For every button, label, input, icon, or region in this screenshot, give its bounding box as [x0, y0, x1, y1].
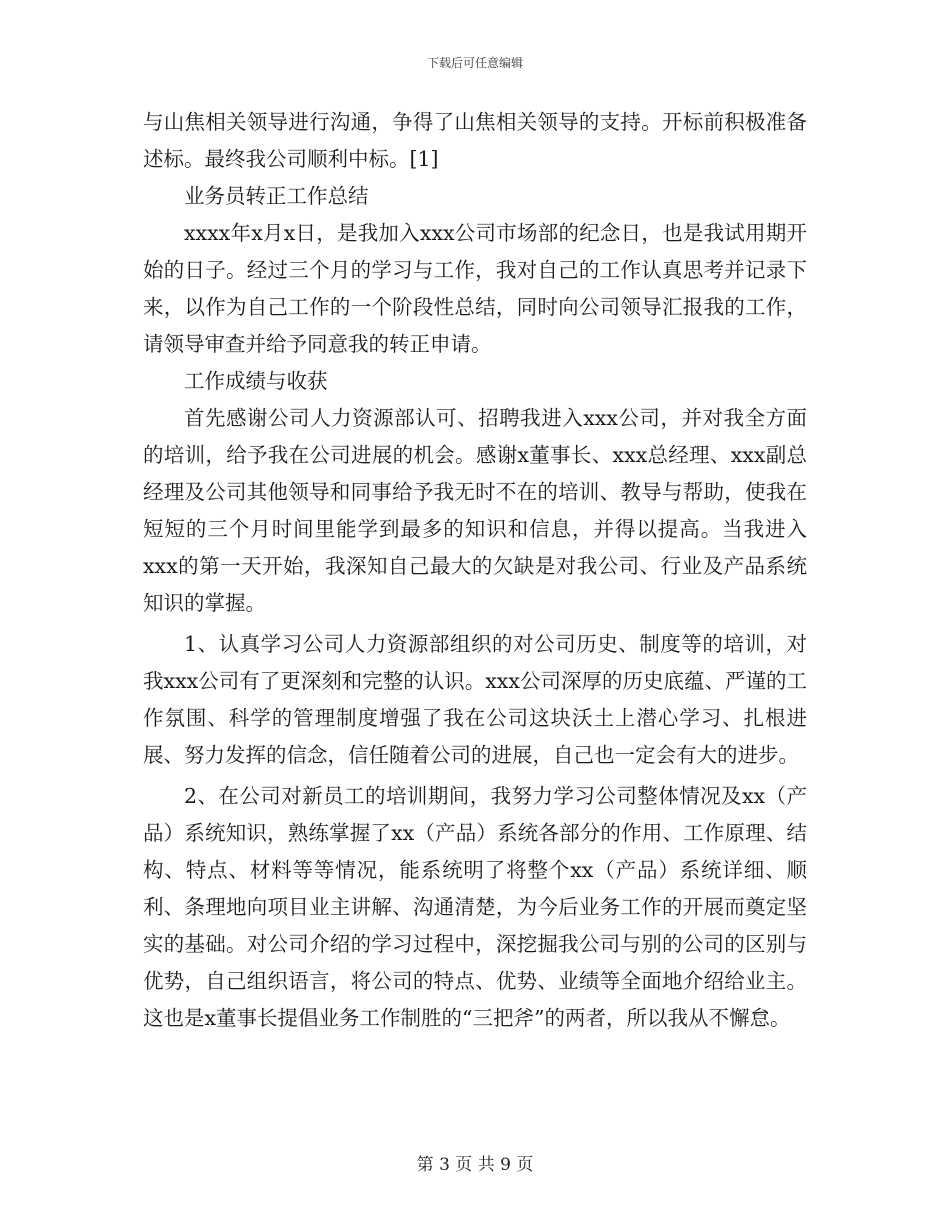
paragraph-thanks: 首先感谢公司人力资源部认可、招聘我进入xxx公司，并对我全方面的培训，给予我在公司进展的机会。感谢x董事长、xxx总经理、xxx副总经理及公司其他领导和同事给予我无时不在的培训、教导与帮助，使我在短短的三个月时间里能学到最多的知识和信息，并得以提高。当我进入xxx的第一天开始，我深知自己最大的欠缺是对我公司、行业及产品系统知识的掌握。 [143, 406, 807, 615]
section-heading-summary: 业务员转正工作总结 [184, 184, 369, 208]
paragraph-item-2: 2、在公司对新员工的培训期间，我努力学习公司整体情况及xx（产品）系统知识，熟练掌握了xx（产品）系统各部分的作用、工作原理、结构、特点、材料等等情况，能系统明了将整个xx（产品）系统详细、顺利、条理地向项目业主讲解、沟通清楚，为今后业务工作的开展而奠定坚实的基础。对公司介绍的学习过程中，深挖掘我公司与别的公司的区别与优势，自己组织语言，将公司的特点、优势、业绩等全面地介绍给业主。这也是x董事长提倡业务工作制胜的“三把斧”的两者，所以我从不懈怠。 [143, 784, 807, 1030]
paragraph-item-1: 1、认真学习公司人力资源部组织的对公司历史、制度等的培训，对我xxx公司有了更深刻和完整的认识。xxx公司深厚的历史底蕴、严谨的工作氛围、科学的管理制度增强了我在公司这块沃土上潜心学习、扎根进展、努力发挥的信念，信任随着公司的进展，自己也一定会有大的进步。 [143, 632, 807, 767]
page-header: 下载后可任意编辑 [426, 56, 523, 70]
paragraph-intro: xxxx年x月x日，是我加入xxx公司市场部的纪念日，也是我试用期开始的日子。经过三个月的学习与工作，我对自己的工作认真思考并记录下来，以作为自己工作的一个阶段性总结，同时向公司领导汇报我的工作，请领导审查并给予同意我的转正申请。 [143, 221, 807, 356]
page-footer: 第 3 页 共 9 页 [416, 1155, 534, 1175]
paragraph-continuation: 与山焦相关领导进行沟通，争得了山焦相关领导的支持。开标前积极准备述标。最终我公司顺利中标。[1] [143, 110, 807, 171]
section-heading-achievements: 工作成绩与收获 [184, 369, 328, 393]
document-body [143, 104, 807, 1037]
